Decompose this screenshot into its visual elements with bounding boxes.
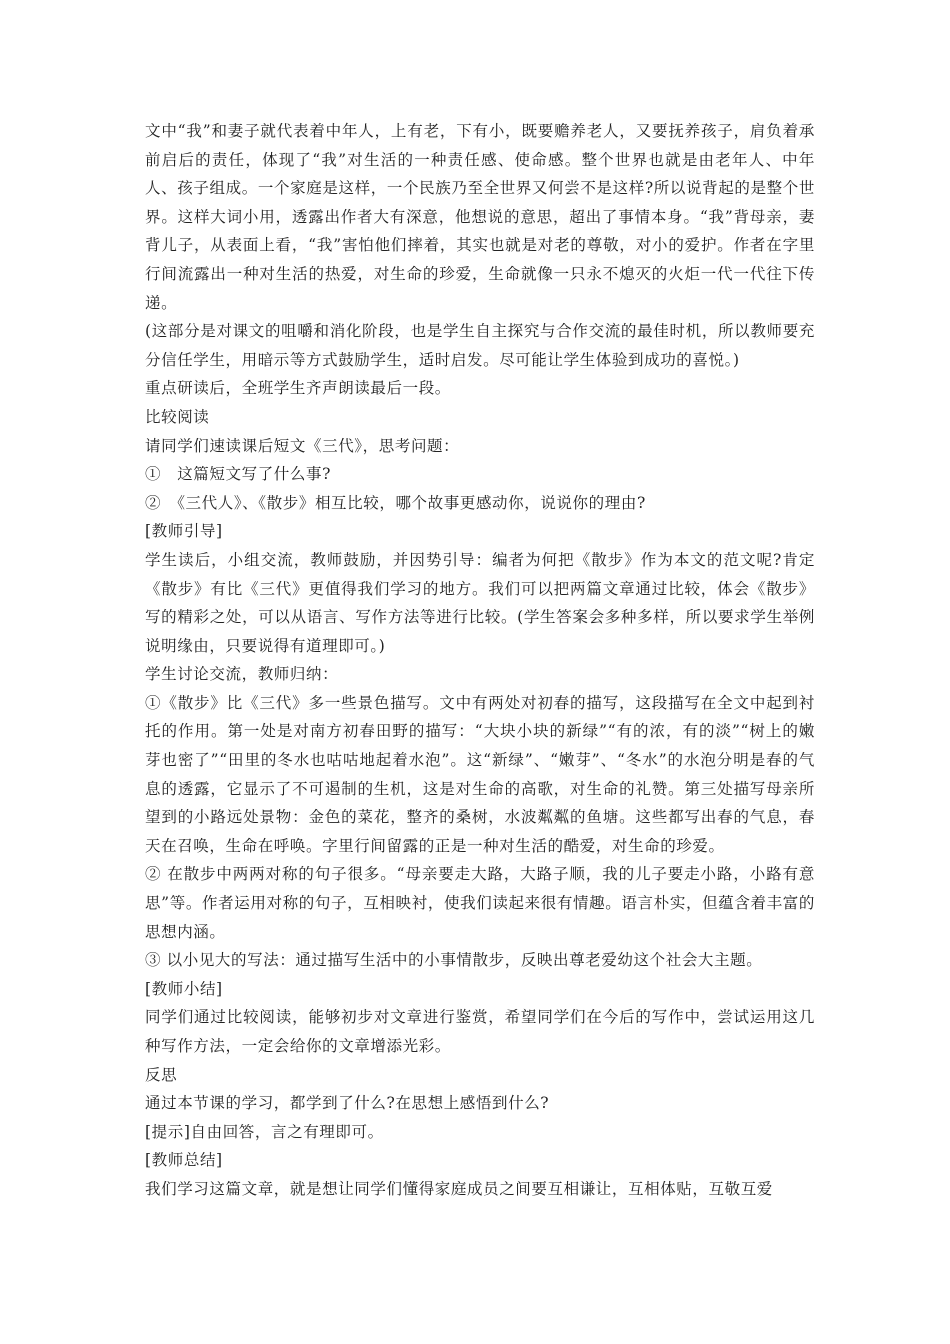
section-heading-comparative-reading: 比较阅读: [145, 407, 210, 426]
point-1-scenery: ①《散步》比《三代》多一些景色描写。文中有两处对初春的描写，这段描写在全文中起到衬托的作用。第一处是对南方初春田野的描写：“大块小块的新绿”“有的浓，有的淡”“树上的嫩芽也密了”“田里的冬水也咕咕地起着水泡”。这“新绿”、“嫩芽”、“冬水”的水泡分明是春的气息的透露，它显示了不可遏制的生机，这是对生命的高歌，对生命的礼赞。第三处描写母亲所望到的小路远处景物：金色的菜花，整齐的桑树，水波粼粼的鱼塘。这些都写出春的气息，春天在召唤，生命在呼唤。字里行间留露的正是一种对生活的酷爱，对生命的珍爱。: [145, 693, 815, 855]
paragraph-guidance: 学生读后，小组交流，教师鼓励，并因势引导：编者为何把《散步》作为本文的范文呢?肯定《散步》有比《三代》更值得我们学习的地方。我们可以把两篇文章通过比较，体会《散步》写的精彩之处，可以从语言、写作方法等进行比较。(学生答案会多种多样，所以要求学生举例说明缘由，只要说得有道理即可。): [145, 550, 815, 655]
paragraph-summary: 同学们通过比较阅读，能够初步对文章进行鉴赏，希望同学们在今后的写作中，尝试运用这几种写作方法，一定会给你的文章增添光彩。: [145, 1008, 815, 1055]
paragraph-read-aloud: 重点研读后，全班学生齐声朗读最后一段。: [145, 379, 451, 398]
paragraph-hint: [提示]自由回答，言之有理即可。: [145, 1122, 384, 1141]
section-heading-reflection: 反思: [145, 1065, 178, 1084]
label-teacher-summary: [教师小结]: [145, 979, 223, 998]
question-1: ① 这篇短文写了什么事?: [145, 465, 332, 484]
paragraph-conclusion: 我们学习这篇文章，就是想让同学们懂得家庭成员之间要互相谦让，互相体贴，互敬互爱: [145, 1179, 773, 1198]
paragraph-reading-task: 请同学们速读课后短文《三代》，思考问题：: [145, 436, 460, 455]
label-teacher-guidance: [教师引导]: [145, 522, 223, 541]
document-body: [145, 117, 815, 1204]
question-2: ② 《三代人》、《散步》相互比较，哪个故事更感动你，说说你的理由?: [145, 493, 646, 512]
paragraph-teaching-note: (这部分是对课文的咀嚼和消化阶段，也是学生自主探究与合作交流的最佳时机，所以教师要充分信任学生，用暗示等方式鼓励学生，适时启发。尽可能让学生体验到成功的喜悦。): [145, 322, 815, 369]
paragraph-discussion-intro: 学生讨论交流，教师归纳：: [145, 665, 339, 684]
label-teacher-conclusion: [教师总结]: [145, 1151, 223, 1170]
point-3-small-to-large: ③ 以小见大的写法：通过描写生活中的小事情散步，反映出尊老爱幼这个社会大主题。: [145, 951, 763, 970]
paragraph-analysis: 文中“我”和妻子就代表着中年人，上有老，下有小，既要赡养老人，又要抚养孩子，肩负着承前启后的责任，体现了“我”对生活的一种责任感、使命感。整个世界也就是由老年人、中年人、孩子组成。一个家庭是这样，一个民族乃至全世界又何尝不是这样?所以说背起的是整个世界。这样大词小用，透露出作者大有深意，他想说的意思，超出了事情本身。“我”背母亲，妻背儿子，从表面上看，“我”害怕他们摔着，其实也就是对老的尊敬，对小的爱护。作者在字里行间流露出一种对生活的热爱，对生命的珍爱，生命就像一只永不熄灭的火炬一代一代往下传递。: [145, 122, 815, 312]
point-2-symmetry: ② 在散步中两两对称的句子很多。“母亲要走大路，大路子顺，我的儿子要走小路，小路有意思”等。作者运用对称的句子，互相映衬，使我们读起来很有情趣。语言朴实，但蕴含着丰富的思想内涵。: [145, 865, 815, 941]
paragraph-reflection-question: 通过本节课的学习，都学到了什么?在思想上感悟到什么?: [145, 1094, 550, 1113]
